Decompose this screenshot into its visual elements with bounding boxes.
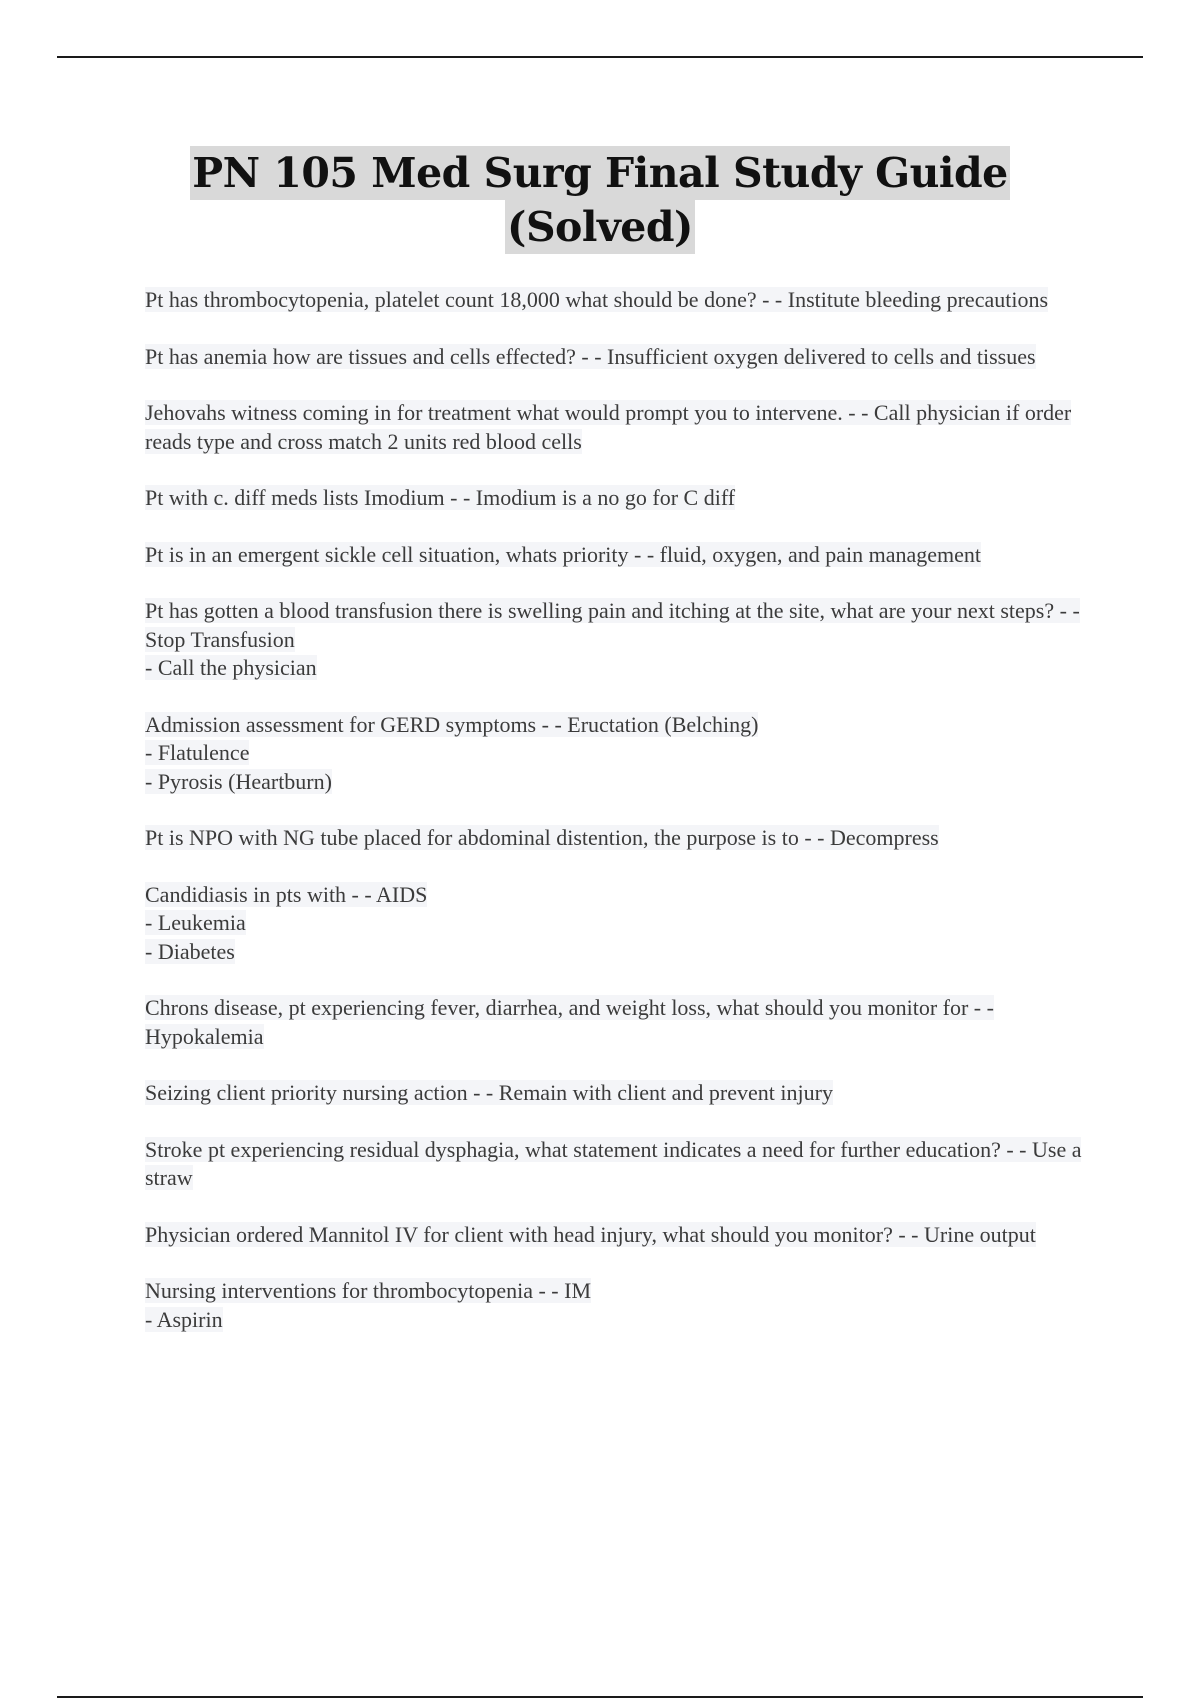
qa-item [145, 286, 1085, 315]
qa-question-answer: Stroke pt experiencing residual dysphagia, what statement indicates a need for further education? - - Use a straw [145, 1136, 1082, 1190]
qa-item [145, 1277, 1085, 1334]
qa-answer-extra-text: - Aspirin [145, 1306, 223, 1332]
qa-item [145, 484, 1085, 513]
qa-question-answer: Pt has gotten a blood transfusion there is swelling pain and itching at the site, what are your next steps? - - Stop Transfusion [145, 598, 1080, 652]
qa-answer-extra-line [145, 768, 1085, 797]
qa-question-answer: Chrons disease, pt experiencing fever, diarrhea, and weight loss, what should you monitor for - - Hypokalemia [145, 995, 994, 1049]
qa-item [145, 711, 1085, 797]
bottom-rule [57, 1696, 1143, 1698]
top-rule [57, 56, 1143, 58]
qa-item [145, 343, 1085, 372]
qa-question-answer: Seizing client priority nursing action - - Remain with client and prevent injury [145, 1080, 833, 1105]
document-title [0, 146, 1200, 254]
qa-answer-extra-text: - Call the physician [145, 655, 317, 680]
qa-item [145, 1136, 1085, 1193]
title-line-2: (Solved) [505, 200, 695, 254]
qa-question-answer: Nursing interventions for thrombocytopenia - - IM [145, 1278, 592, 1303]
qa-question-answer: Pt has anemia how are tissues and cells effected? - - Insufficient oxygen delivered to cells and tissues [145, 343, 1036, 369]
qa-answer-extra-text: - Leukemia [145, 910, 246, 935]
qa-item [145, 1079, 1085, 1108]
qa-answer-extra-line [145, 938, 1085, 967]
title-line-1: PN 105 Med Surg Final Study Guide [190, 146, 1010, 200]
qa-item [145, 399, 1085, 456]
qa-answer-extra-line [145, 654, 1085, 683]
qa-question-answer: Physician ordered Mannitol IV for client with head injury, what should you monitor? - - Urine output [145, 1221, 1036, 1247]
qa-answer-extra-text: - Diabetes [145, 938, 235, 964]
qa-list [145, 286, 1085, 1362]
qa-item [145, 1221, 1085, 1250]
qa-item [145, 597, 1085, 683]
qa-answer-extra-text: - Flatulence [145, 740, 250, 765]
qa-question-answer: Candidiasis in pts with - - AIDS [145, 881, 428, 907]
qa-question-answer: Pt is in an emergent sickle cell situation, whats priority - - fluid, oxygen, and pain management [145, 541, 982, 567]
qa-answer-extra-line [145, 739, 1085, 768]
qa-question-answer: Pt is NPO with NG tube placed for abdominal distention, the purpose is to - - Decompress [145, 825, 939, 850]
qa-item [145, 881, 1085, 967]
qa-answer-extra-text: - Pyrosis (Heartburn) [145, 768, 332, 794]
qa-answer-extra-line [145, 909, 1085, 938]
qa-item [145, 824, 1085, 853]
qa-answer-extra-line [145, 1306, 1085, 1335]
qa-item [145, 994, 1085, 1051]
qa-question-answer: Pt with c. diff meds lists Imodium - - Imodium is a no go for C diff [145, 485, 736, 510]
qa-item [145, 541, 1085, 570]
qa-question-answer: Admission assessment for GERD symptoms - - Eructation (Belching) [145, 711, 759, 737]
qa-question-answer: Jehovahs witness coming in for treatment what would prompt you to intervene. - - Call physician if order reads type and cross match 2 units red blood cells [145, 400, 1072, 454]
qa-question-answer: Pt has thrombocytopenia, platelet count 18,000 what should be done? - - Institute bleeding precautions [145, 287, 1049, 312]
